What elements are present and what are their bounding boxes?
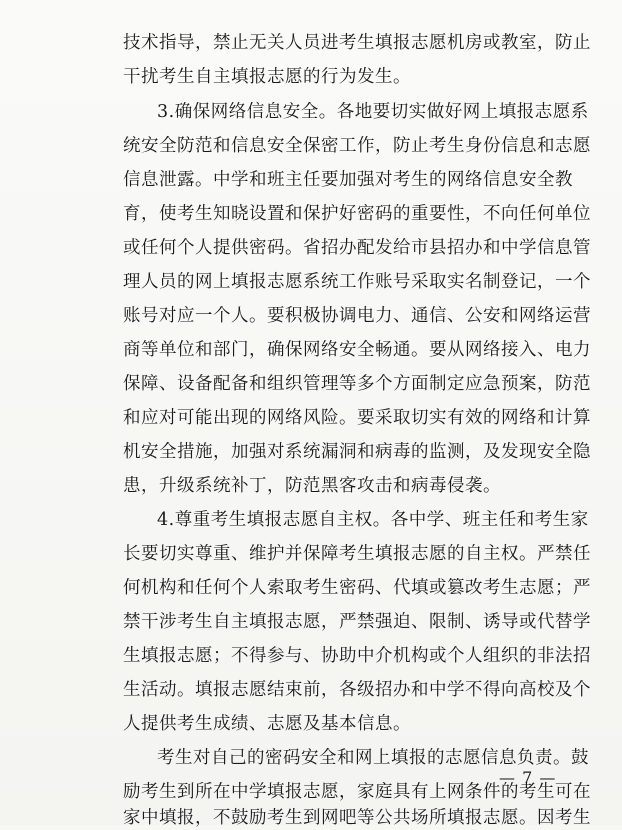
text-line: 理人员的网上填报志愿系统工作账号采取实名制登记，一个 (123, 272, 591, 292)
text-line: 生活动。填报志愿结束前，各级招办和中学不得向高校及个 (123, 680, 591, 700)
text-line: 机安全措施，加强对系统漏洞和病毒的监测，及发现安全隐 (123, 442, 591, 462)
text-line: 生填报志愿；不得参与、协助中介机构或个人组织的非法招 (123, 646, 591, 666)
text-line: 育，使考生知晓设置和保护好密码的重要性，不向任何单位 (123, 204, 591, 224)
paragraph-start: 考生对自己的密码安全和网上填报的志愿信息负责。鼓 (157, 748, 589, 768)
text-line: 家中填报，不鼓励考生到网吧等公共场所填报志愿。因考生 (123, 808, 591, 828)
text-line: 和应对可能出现的网络风险。要采取切实有效的网络和计算 (123, 408, 591, 428)
text-line: 人提供考生成绩、志愿及基本信息。 (123, 714, 411, 734)
text-line: 保障、设备配备和组织管理等多个方面制定应急预案，防范 (123, 374, 591, 394)
text-line: 信息泄露。中学和班主任要加强对考生的网络信息安全教 (123, 170, 573, 190)
text-line: 或任何个人提供密码。省招办配发给市县招办和中学信息管 (123, 238, 591, 258)
page-number: — 7 — (499, 768, 557, 787)
text-line: 禁干涉考生自主填报志愿，严禁强迫、限制、诱导或代替学 (123, 612, 591, 632)
text-line: 商等单位和部门，确保网络安全畅通。要从网络接入、电力 (123, 340, 591, 360)
text-line: 账号对应一个人。要积极协调电力、通信、公安和网络运营 (123, 306, 591, 326)
text-line: 技术指导，禁止无关人员进考生填报志愿机房或教室，防止 (123, 33, 591, 53)
text-line: 患，升级系统补丁，防范黑客攻击和病毒侵袭。 (123, 476, 501, 496)
text-line: 励考生到所在中学填报志愿，家庭具有上网条件的考生可在 (123, 782, 591, 802)
text-line: 统安全防范和信息安全保密工作，防止考生身份信息和志愿 (123, 136, 591, 156)
section-heading-4: 4.尊重考生填报志愿自主权。各中学、班主任和考生家 (157, 510, 589, 530)
text-line: 何机构和任何个人索取考生密码、代填或篡改考生志愿；严 (123, 578, 591, 598)
text-line: 长要切实尊重、维护并保障考生填报志愿的自主权。严禁任 (123, 544, 591, 564)
text-line: 干扰考生自主填报志愿的行为发生。 (123, 67, 411, 87)
section-heading-3: 3.确保网络信息安全。各地要切实做好网上填报志愿系 (157, 102, 589, 122)
